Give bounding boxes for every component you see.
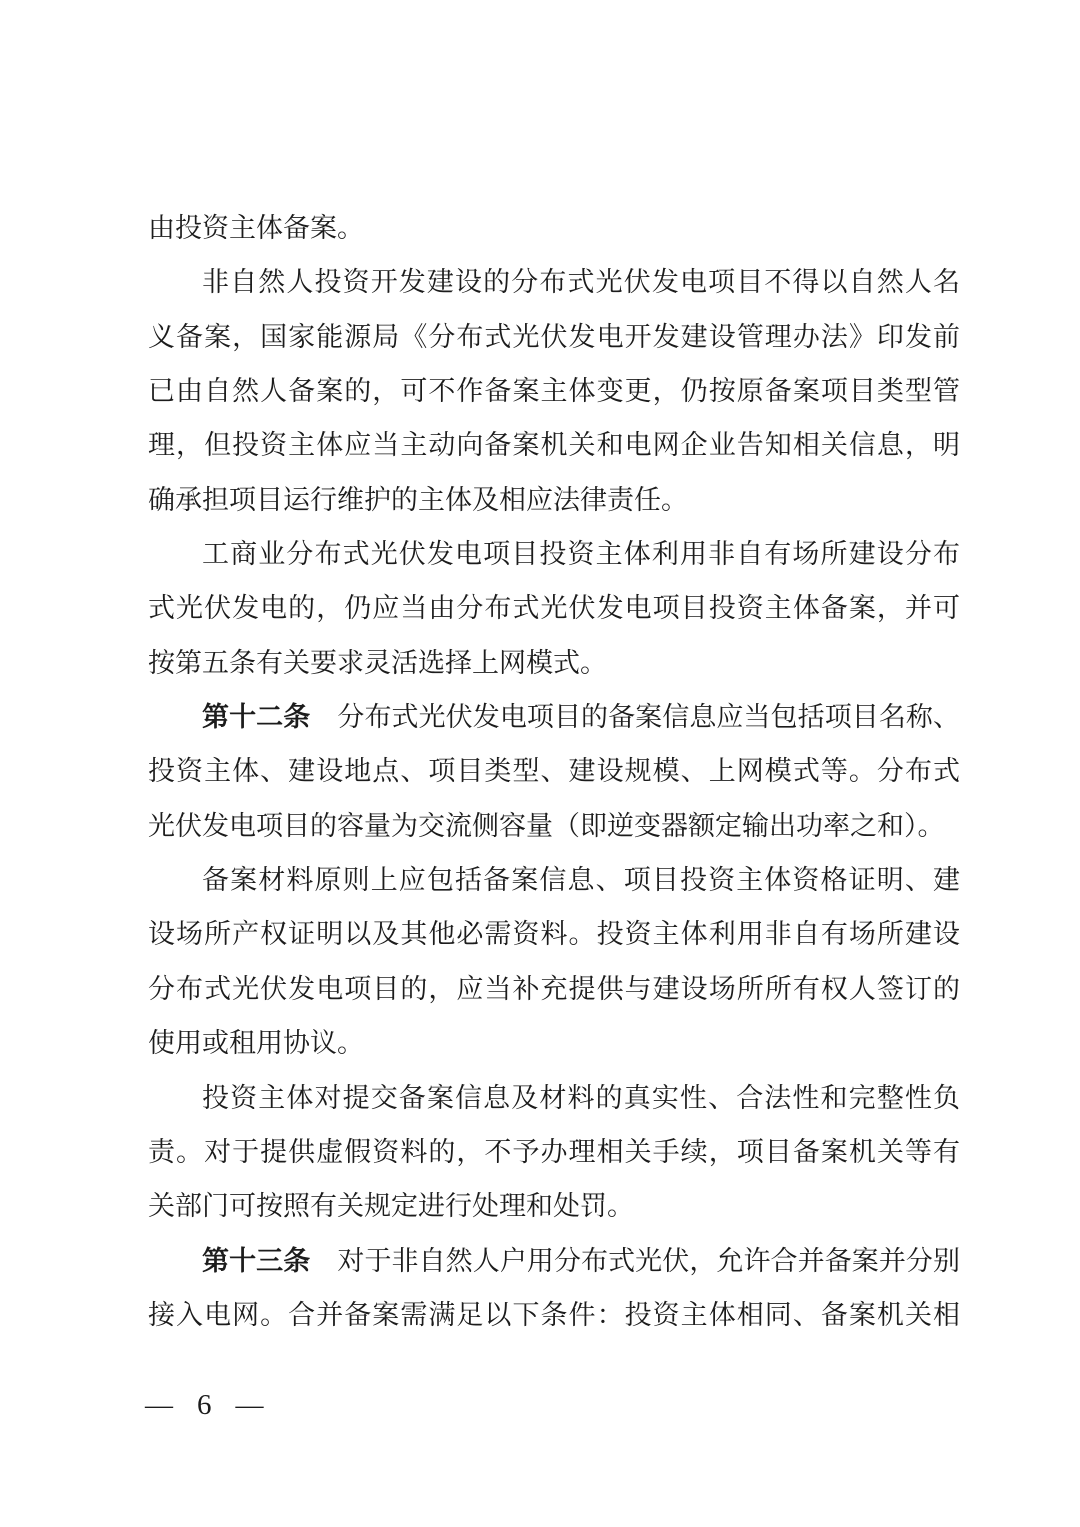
text-line: 投资主体、建设地点、项目类型、建设规模、上网模式等。分布式 [148,756,960,787]
text-line: 设场所产权证明以及其他必需资料。投资主体利用非自有场所建设 [148,919,960,950]
document-body [148,201,960,1342]
text-line: 使用或租用协议。 [148,1028,364,1059]
text-line: 义备案，国家能源局《分布式光伏发电开发建设管理办法》印发前 [148,321,960,352]
page-number: 6 [197,1389,212,1421]
text-line: 已由自然人备案的，可不作备案主体变更，仍按原备案项目类型管 [148,376,960,407]
article-text: 对于非自然人户用分布式光伏，允许合并备案并分别 [310,1245,960,1276]
text-line: 非自然人投资开发建设的分布式光伏发电项目不得以自然人名 [202,267,960,298]
text-line: 按第五条有关要求灵活选择上网模式。 [148,647,607,678]
text-line: 投资主体对提交备案信息及材料的真实性、合法性和完整性负 [202,1082,960,1113]
paragraph [148,853,960,1070]
text-line [148,690,960,744]
article-number: 第十二条 [202,702,311,733]
text-line: 接入电网。合并备案需满足以下条件：投资主体相同、备案机关相 [148,1299,960,1330]
text-line: 理，但投资主体应当主动向备案机关和电网企业告知相关信息，明 [148,430,960,461]
footer-dash-right: — [235,1390,264,1421]
text-line: 式光伏发电的，仍应当由分布式光伏发电项目投资主体备案，并可 [148,593,960,624]
footer-dash-left: — [145,1390,173,1421]
text-line: 关部门可按照有关规定进行处理和处罚。 [148,1191,634,1222]
text-line: 确承担项目运行维护的主体及相应法律责任。 [148,484,688,515]
page-footer [145,1389,264,1422]
paragraph [148,1234,960,1343]
article-text: 分布式光伏发电项目的备案信息应当包括项目名称、 [310,702,960,733]
paragraph [148,255,960,527]
article-number: 第十三条 [202,1245,311,1276]
paragraph [148,527,960,690]
paragraph [148,1071,960,1234]
text-line [148,1234,960,1288]
text-line: 分布式光伏发电项目的，应当补充提供与建设场所所有权人签订的 [148,973,960,1004]
text-line: 工商业分布式光伏发电项目投资主体利用非自有场所建设分布 [202,539,960,570]
paragraph [148,201,960,255]
paragraph [148,690,960,853]
text-line: 由投资主体备案。 [148,213,364,243]
text-line: 备案材料原则上应包括备案信息、项目投资主体资格证明、建 [202,865,960,896]
text-line: 责。对于提供虚假资料的，不予办理相关手续，项目备案机关等有 [148,1136,960,1167]
text-line: 光伏发电项目的容量为交流侧容量（即逆变器额定输出功率之和）。 [148,810,945,841]
